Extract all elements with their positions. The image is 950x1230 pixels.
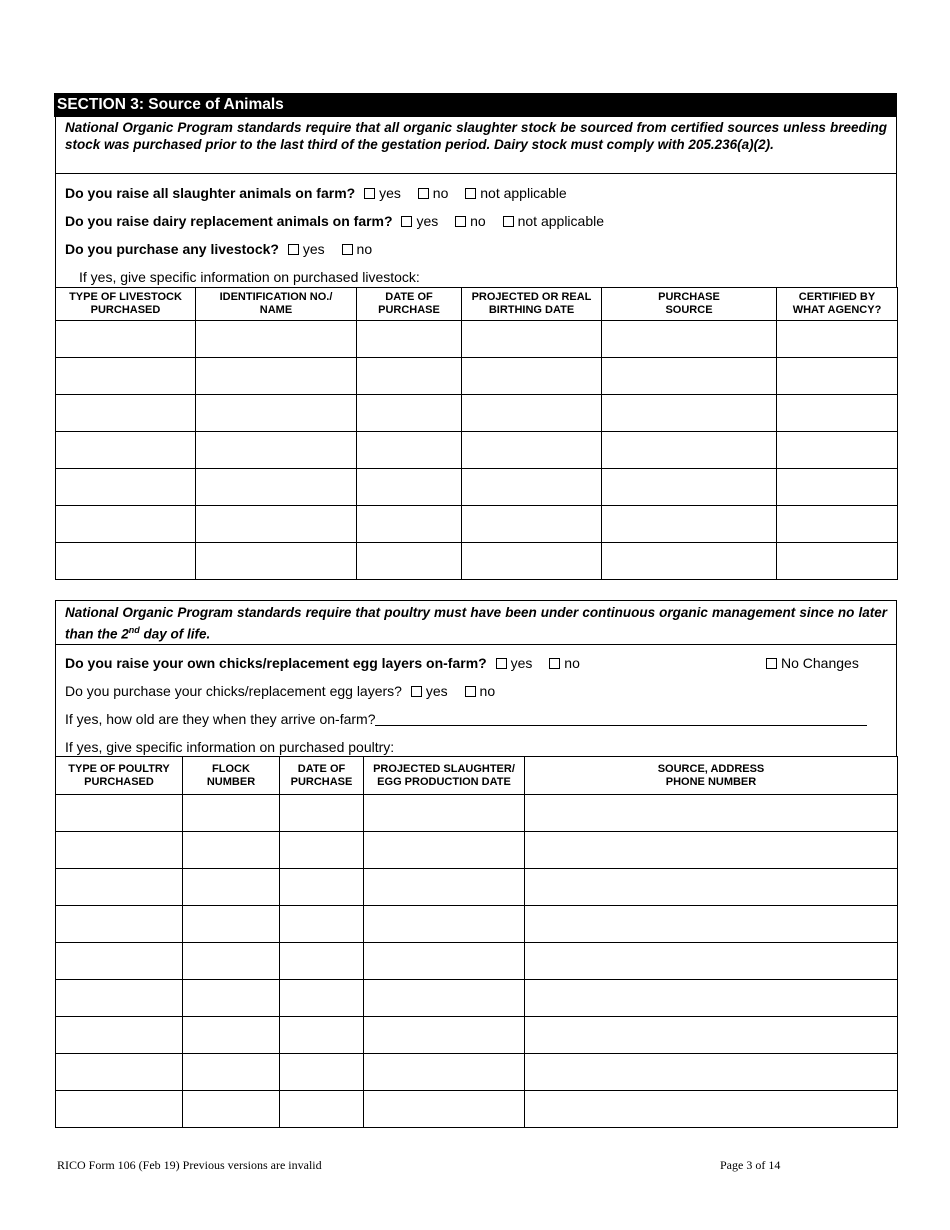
table-cell[interactable]	[525, 795, 898, 832]
table-cell[interactable]	[280, 1054, 364, 1091]
table-cell[interactable]	[196, 469, 357, 506]
checkbox-purchase-yes[interactable]	[288, 244, 299, 255]
table-row	[56, 906, 898, 943]
question-label: Do you purchase your chicks/replacement egg layers?	[65, 683, 402, 699]
table-row	[56, 1017, 898, 1054]
table-cell[interactable]	[280, 980, 364, 1017]
table-cell[interactable]	[777, 432, 898, 469]
table-cell[interactable]	[56, 869, 183, 906]
table-cell[interactable]	[357, 469, 462, 506]
poultry-table	[55, 756, 898, 1128]
table-row	[56, 943, 898, 980]
table-cell[interactable]	[56, 321, 196, 358]
question-label: Do you raise dairy replacement animals on farm?	[65, 213, 393, 229]
table-cell[interactable]	[196, 543, 357, 580]
table-cell[interactable]	[602, 506, 777, 543]
table-cell[interactable]	[525, 1054, 898, 1091]
table-row	[56, 321, 898, 358]
table-cell[interactable]	[56, 432, 196, 469]
divider	[56, 644, 896, 645]
table-row	[56, 506, 898, 543]
question-label: If yes, how old are they when they arrive on-farm?	[65, 711, 376, 727]
table-cell[interactable]	[462, 432, 602, 469]
table-cell[interactable]	[602, 395, 777, 432]
table-cell[interactable]	[280, 869, 364, 906]
table-cell[interactable]	[357, 543, 462, 580]
table-cell[interactable]	[56, 832, 183, 869]
livestock-ifyes-text: If yes, give specific information on purchased livestock:	[79, 269, 420, 285]
table-cell[interactable]	[183, 1017, 280, 1054]
checkbox-slaughter-no[interactable]	[418, 188, 429, 199]
question-dairy	[65, 212, 612, 230]
table-row	[56, 1091, 898, 1128]
option-label: no	[432, 185, 449, 201]
livestock-table	[55, 287, 898, 580]
column-header: PROJECTED OR REAL BIRTHING DATE	[462, 288, 602, 321]
table-cell[interactable]	[777, 395, 898, 432]
poultry-section	[55, 600, 897, 757]
question-slaughter	[65, 184, 575, 202]
table-cell[interactable]	[357, 321, 462, 358]
option-label: yes	[416, 213, 439, 229]
checkbox-purchase-chicks-yes[interactable]	[411, 686, 422, 697]
table-cell[interactable]	[602, 321, 777, 358]
table-cell[interactable]	[280, 795, 364, 832]
page-number: Page 3 of 14	[720, 1158, 781, 1172]
table-cell[interactable]	[357, 358, 462, 395]
table-cell[interactable]	[56, 906, 183, 943]
table-cell[interactable]	[525, 1017, 898, 1054]
table-cell[interactable]	[602, 543, 777, 580]
option-label: yes	[425, 683, 448, 699]
table-cell[interactable]	[56, 795, 183, 832]
question-arrival-age	[65, 710, 867, 728]
table-cell[interactable]	[183, 869, 280, 906]
option-label: no	[470, 213, 486, 229]
table-cell[interactable]	[56, 1091, 183, 1128]
option-label: yes	[379, 185, 401, 201]
table-cell[interactable]	[183, 832, 280, 869]
checkbox-dairy-na[interactable]	[503, 216, 514, 227]
table-cell[interactable]	[364, 869, 525, 906]
poultry-notice-sup: nd	[128, 624, 140, 635]
table-cell[interactable]	[280, 1091, 364, 1128]
checkbox-chicks-no[interactable]	[549, 658, 560, 669]
table-cell[interactable]	[357, 506, 462, 543]
divider	[56, 173, 896, 174]
table-cell[interactable]	[280, 1017, 364, 1054]
table-row	[56, 432, 898, 469]
table-cell[interactable]	[280, 906, 364, 943]
table-cell[interactable]	[777, 358, 898, 395]
table-cell[interactable]	[183, 1054, 280, 1091]
table-cell[interactable]	[777, 469, 898, 506]
option-label: no	[479, 683, 496, 699]
column-header: DATE OF PURCHASE	[357, 288, 462, 321]
question-purchase-chicks	[65, 682, 503, 700]
table-cell[interactable]	[364, 1054, 525, 1091]
checkbox-no-changes[interactable]	[766, 658, 777, 669]
table-row	[56, 543, 898, 580]
option-label: not applicable	[517, 213, 605, 229]
table-cell[interactable]	[183, 980, 280, 1017]
table-cell[interactable]	[364, 1091, 525, 1128]
table-cell[interactable]	[462, 543, 602, 580]
option-label: not applicable	[480, 185, 567, 201]
poultry-notice-text: National Organic Program standards require that poultry must have been under continuous organic management since no later than the 2	[65, 605, 887, 641]
table-cell[interactable]	[364, 795, 525, 832]
table-cell[interactable]	[602, 358, 777, 395]
table-cell[interactable]	[525, 869, 898, 906]
table-cell[interactable]	[56, 469, 196, 506]
table-cell[interactable]	[183, 943, 280, 980]
question-label: Do you purchase any livestock?	[65, 241, 279, 257]
table-cell[interactable]	[525, 1091, 898, 1128]
table-cell[interactable]	[183, 906, 280, 943]
table-cell[interactable]	[183, 1091, 280, 1128]
table-row	[56, 1054, 898, 1091]
option-label: No Changes	[781, 655, 859, 671]
table-cell[interactable]	[280, 943, 364, 980]
table-row	[56, 395, 898, 432]
poultry-notice	[56, 601, 896, 643]
table-row	[56, 980, 898, 1017]
column-header: TYPE OF POULTRY PURCHASED	[56, 757, 183, 795]
table-row	[56, 832, 898, 869]
column-header: DATE OF PURCHASE	[280, 757, 364, 795]
table-cell[interactable]	[602, 469, 777, 506]
poultry-ifyes-text: If yes, give specific information on purchased poultry:	[65, 739, 395, 755]
table-cell[interactable]	[777, 321, 898, 358]
table-cell[interactable]	[56, 358, 196, 395]
table-cell[interactable]	[196, 506, 357, 543]
table-cell[interactable]	[602, 432, 777, 469]
table-row	[56, 869, 898, 906]
column-header: IDENTIFICATION NO./ NAME	[196, 288, 357, 321]
table-cell[interactable]	[462, 506, 602, 543]
table-cell[interactable]	[364, 1017, 525, 1054]
table-cell[interactable]	[777, 543, 898, 580]
table-cell[interactable]	[364, 980, 525, 1017]
table-cell[interactable]	[196, 358, 357, 395]
checkbox-purchase-chicks-no[interactable]	[465, 686, 476, 697]
column-header: FLOCK NUMBER	[183, 757, 280, 795]
checkbox-slaughter-yes[interactable]	[364, 188, 375, 199]
table-cell[interactable]	[196, 432, 357, 469]
form-identifier: RICO Form 106 (Feb 19) Previous versions are invalid	[57, 1158, 322, 1172]
table-cell[interactable]	[777, 506, 898, 543]
arrival-age-input[interactable]	[375, 712, 867, 726]
table-cell[interactable]	[357, 432, 462, 469]
column-header: CERTIFIED BY WHAT AGENCY?	[777, 288, 898, 321]
livestock-section	[55, 116, 897, 288]
table-row	[56, 358, 898, 395]
table-row	[56, 469, 898, 506]
livestock-notice: National Organic Program standards require that all organic slaughter stock be sourced from certified sources unless breeding stock was purchased prior to the last third of the gestation period. Dairy stock must comply with 205.236(a)(2).	[65, 120, 887, 152]
checkbox-slaughter-na[interactable]	[465, 188, 476, 199]
table-cell[interactable]	[525, 943, 898, 980]
table-cell[interactable]	[462, 358, 602, 395]
table-cell[interactable]	[56, 395, 196, 432]
table-cell[interactable]	[196, 395, 357, 432]
table-cell[interactable]	[364, 906, 525, 943]
table-row	[56, 795, 898, 832]
table-cell[interactable]	[56, 943, 183, 980]
checkbox-dairy-no[interactable]	[455, 216, 466, 227]
column-header: SOURCE, ADDRESS PHONE NUMBER	[525, 757, 898, 795]
table-cell[interactable]	[56, 543, 196, 580]
checkbox-purchase-no[interactable]	[342, 244, 353, 255]
option-label: yes	[510, 655, 533, 671]
table-cell[interactable]	[525, 906, 898, 943]
table-cell[interactable]	[462, 395, 602, 432]
table-cell[interactable]	[525, 980, 898, 1017]
table-cell[interactable]	[525, 832, 898, 869]
table-cell[interactable]	[462, 321, 602, 358]
column-header: PROJECTED SLAUGHTER/ EGG PRODUCTION DATE	[364, 757, 525, 795]
table-cell[interactable]	[56, 1017, 183, 1054]
question-label: Do you raise your own chicks/replacement egg layers on-farm?	[65, 655, 487, 671]
table-cell[interactable]	[183, 795, 280, 832]
option-label: yes	[302, 241, 325, 257]
question-label: Do you raise all slaughter animals on farm?	[65, 185, 356, 201]
column-header: TYPE OF LIVESTOCK PURCHASED	[56, 288, 196, 321]
option-label: no	[356, 241, 373, 257]
question-purchase-livestock	[65, 240, 380, 258]
column-header: PURCHASE SOURCE	[602, 288, 777, 321]
checkbox-dairy-yes[interactable]	[401, 216, 412, 227]
option-label: no	[564, 655, 580, 671]
table-cell[interactable]	[56, 506, 196, 543]
section-title: SECTION 3: Source of Animals	[54, 93, 897, 117]
table-cell[interactable]	[357, 395, 462, 432]
table-cell[interactable]	[364, 943, 525, 980]
question-raise-chicks	[65, 654, 588, 672]
table-cell[interactable]	[56, 1054, 183, 1091]
table-cell[interactable]	[196, 321, 357, 358]
checkbox-chicks-yes[interactable]	[496, 658, 507, 669]
poultry-notice-text-end: day of life.	[139, 626, 211, 641]
table-cell[interactable]	[462, 469, 602, 506]
no-changes-option	[766, 654, 859, 672]
table-cell[interactable]	[56, 980, 183, 1017]
table-cell[interactable]	[364, 832, 525, 869]
table-cell[interactable]	[280, 832, 364, 869]
